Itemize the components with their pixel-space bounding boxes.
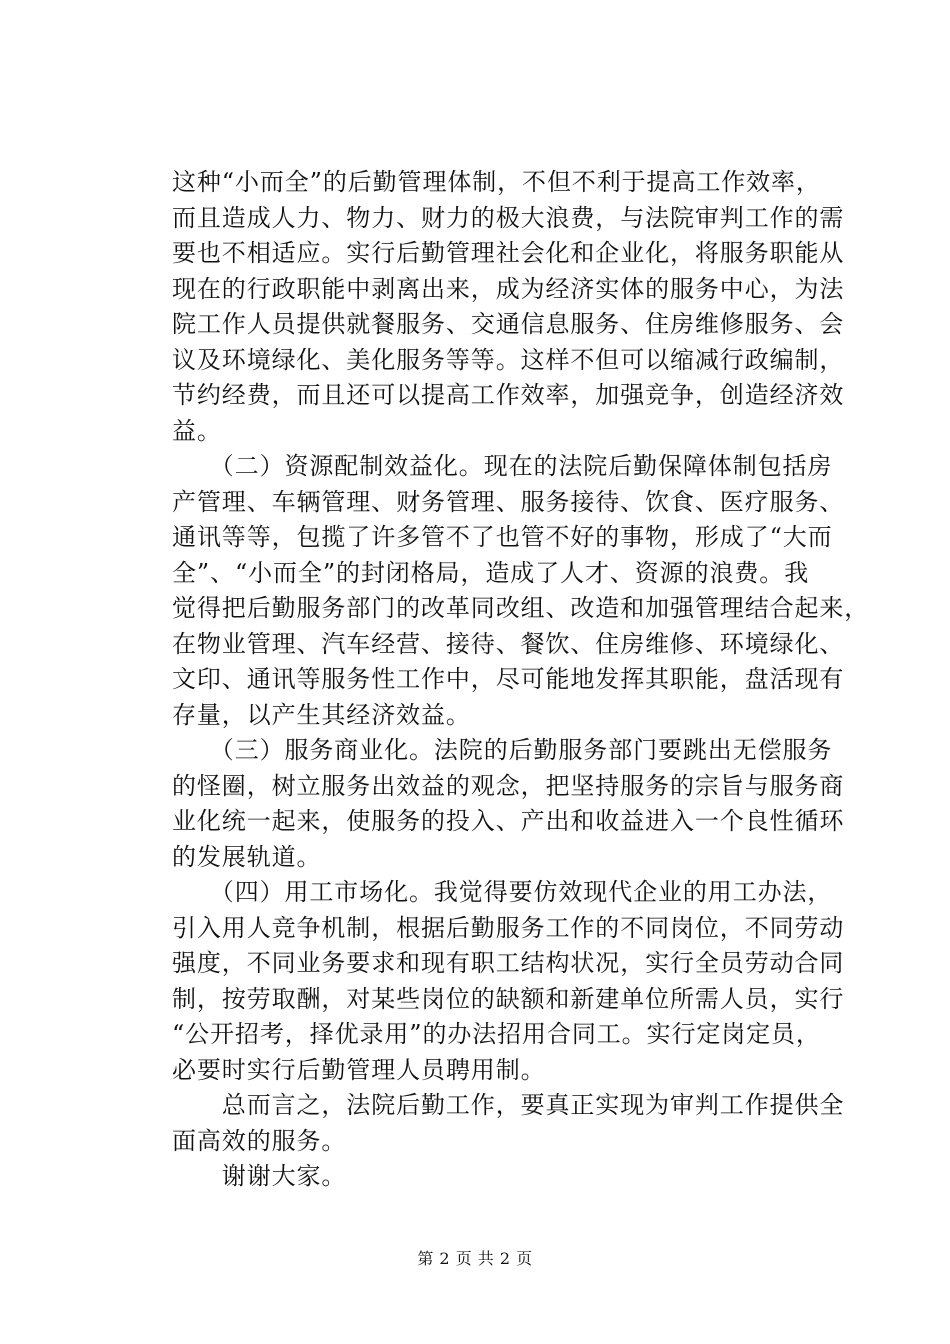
text-line: 院工作人员提供就餐服务、交通信息服务、住房维修服务、会 (172, 310, 845, 338)
text-line: 在物业管理、汽车经营、接待、餐饮、住房维修、环境绿化、 (172, 629, 845, 658)
text-line: 的怪圈，树立服务出效益的观念，把坚持服务的宗旨与服务商 (172, 771, 845, 800)
text-line: 谢谢大家。 (172, 1162, 347, 1190)
text-line: 这种“小而全”的后勤管理体制，不但不利于提高工作效率， (172, 168, 821, 196)
text-line: 的发展轨道。 (172, 842, 322, 871)
text-line: 必要时实行后勤管理人员聘用制。 (172, 1055, 546, 1084)
text-line: 节约经费，而且还可以提高工作效率，加强竞争，创造经济效 (172, 381, 845, 409)
paragraph (172, 875, 845, 1088)
paragraph (172, 1159, 832, 1195)
text-line: 面高效的服务。 (172, 1126, 347, 1155)
text-line: 现在的行政职能中剥离出来，成为经济实体的服务中心，为法 (172, 274, 845, 303)
paragraph (172, 165, 845, 449)
text-line: 而且造成人力、物力、财力的极大浪费，与法院审判工作的需 (172, 203, 845, 232)
text-line: 产管理、车辆管理、财务管理、服务接待、饮食、医疗服务、 (172, 487, 845, 516)
text-line: 业化统一起来，使服务的投入、产出和收益进入一个良性循环 (172, 807, 845, 835)
paragraph (172, 449, 870, 733)
text-line: （二）资源配制效益化。现在的法院后勤保障体制包括房 (172, 452, 833, 480)
text-line: 存量，以产生其经济效益。 (172, 700, 471, 729)
text-line: 觉得把后勤服务部门的改革同改组、改造和加强管理结合起来， (172, 594, 870, 622)
paragraph (172, 1088, 845, 1159)
page-number-footer: 第 2 页 共 2 页 (417, 1249, 533, 1268)
text-line: 益。 (172, 416, 222, 445)
document-body (172, 165, 870, 1195)
text-line: 议及环境绿化、美化服务等等。这样不但可以缩减行政编制， (172, 345, 845, 374)
text-line: 制，按劳取酬，对某些岗位的缺额和新建单位所需人员，实行 (172, 984, 845, 1013)
text-line: 要也不相适应。实行后勤管理社会化和企业化，将服务职能从 (172, 239, 845, 267)
text-line: 总而言之，法院后勤工作，要真正实现为审判工作提供全 (172, 1091, 845, 1119)
text-line: 全”、“小而全”的封闭格局，造成了人才、资源的浪费。我 (172, 558, 810, 587)
text-line: 引入用人竞争机制，根据后勤服务工作的不同岗位，不同劳动 (172, 913, 845, 942)
text-line: 文印、通讯等服务性工作中，尽可能地发挥其职能，盘活现有 (172, 665, 845, 693)
text-line: 通讯等等，包揽了许多管不了也管不好的事物，形成了“大而 (172, 523, 833, 551)
paragraph (172, 733, 845, 875)
text-line: 强度，不同业务要求和现有职工结构状况，实行全员劳动合同 (172, 949, 845, 977)
text-line: （三）服务商业化。法院的后勤服务部门要跳出无偿服务 (172, 736, 833, 764)
text-line: “公开招考，择优录用”的办法招用合同工。实行定岗定员， (172, 1020, 821, 1048)
text-line: （四）用工市场化。我觉得要仿效现代企业的用工办法， (172, 878, 833, 906)
